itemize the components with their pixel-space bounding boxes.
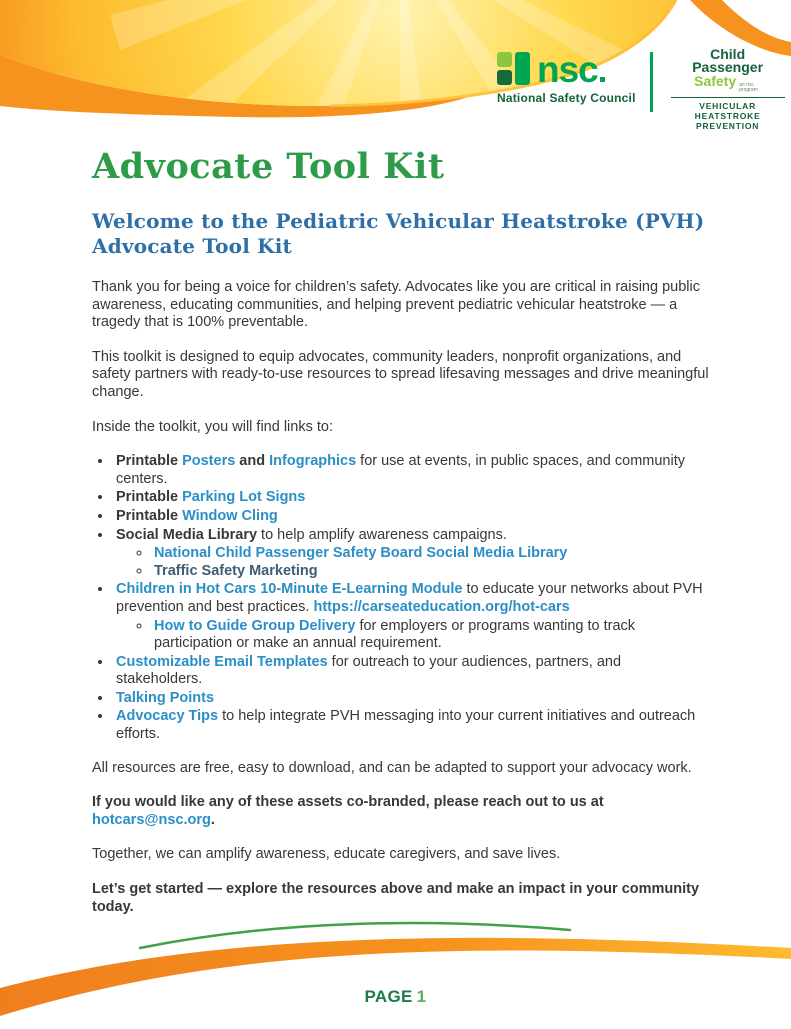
inline-link[interactable]: National Child Passenger Safety Board Social Media Library [154,545,568,562]
nsc-wordmark: nsc [537,55,605,85]
nsc-dot [600,77,605,82]
inline-link[interactable]: Posters [182,453,236,470]
child-passenger-safety-logo [669,48,787,131]
intro-paragraph-2: This toolkit is designed to equip advocates, community leaders, nonprofit organizations, and safety partners with ready-to-use resources to spread lifesaving messages and drive meaningful change. [92,348,709,400]
intro-paragraph-3: Inside the toolkit, you will find links to: [92,418,333,435]
cps-program-text: an nsc program [739,82,758,93]
text-segment: Social Media Library [116,526,258,543]
text-segment: and [235,453,270,470]
cps-line1: Child [710,46,746,62]
inline-link[interactable]: Customizable Email Templates [116,653,328,670]
footer-wave [0,874,791,1024]
sub-list-item [152,545,710,563]
closing-paragraph-1: All resources are free, easy to download, and can be adapted to support your advocacy work. [92,759,692,776]
text-segment: If you would like any of these assets co-branded, please reach out to us at [92,794,604,811]
cps-divider-rule [671,97,785,98]
sub-list [152,545,710,580]
list-item [113,690,710,708]
intro-paragraph-1: Thank you for being a voice for children’s safety. Advocates like you are critical in raising public awareness, educating communities, and helping prevent pediatric vehicular heatstroke — a tragedy that is 100% preventable. [92,279,700,331]
page-subtitle-line1: Welcome to the Pediatric Vehicular Heatstroke (PVH) [92,209,705,233]
text-segment: for employers or programs wanting to track participation or make an annual requirement. [154,617,636,652]
text-segment: to help amplify awareness campaigns. [257,526,507,543]
page-number-value: 1 [416,987,427,1006]
nsc-plus-icon [497,52,530,85]
logo-divider [650,52,653,112]
inline-link[interactable]: Advocacy Tips [116,708,219,725]
text-segment: Printable [116,507,183,524]
cps-subtitle-line2: PREVENTION [695,121,760,131]
page-subtitle [92,209,710,259]
list-item [113,654,710,689]
text-segment: for outreach to your audiences, partners, and stakeholders. [116,653,622,688]
cps-subtitle-line1: VEHICULAR HEATSTROKE [694,101,761,121]
sub-list [152,618,710,653]
list-item [113,527,710,581]
closing-paragraph-3: Together, we can amplify awareness, educate caregivers, and save lives. [92,846,561,863]
inline-link[interactable]: Infographics [269,453,357,470]
closing-paragraph-4: Let’s get started — explore the resources above and make an impact in your community today. [92,881,700,915]
inline-link[interactable]: hotcars@nsc.org [92,811,211,828]
text-segment: for use at events, in public spaces, and community centers. [116,453,685,487]
list-item [113,708,710,743]
list-item [113,489,710,507]
text-segment: Printable [116,453,183,470]
text-segment: Printable [116,489,183,506]
nsc-tagline: National Safety Council [497,91,636,105]
resource-list [113,453,710,744]
inline-link[interactable]: Parking Lot Signs [182,489,306,506]
list-item [113,581,710,652]
closing-paragraph-2 [92,794,710,829]
list-item [113,453,710,488]
page-number-label: PAGE [364,987,413,1006]
inline-link[interactable]: https://carseateducation.org/hot-cars [313,598,570,615]
page-title: Advocate Tool Kit [92,146,445,187]
inline-link[interactable]: Window Cling [182,507,278,524]
inline-link[interactable]: Children in Hot Cars 10-Minute E-Learning Module [116,581,463,598]
document-body [92,146,710,933]
inline-link[interactable]: How to Guide Group Delivery [154,617,356,634]
sub-list-item [152,618,710,653]
sub-list-item [152,563,710,581]
inline-link[interactable]: Talking Points [116,689,215,706]
list-item [113,508,710,526]
nsc-logo [497,49,636,105]
inline-link[interactable]: Traffic Safety Marketing [154,562,318,579]
header-wave [0,0,791,140]
page-subtitle-line2: Advocate Tool Kit [92,234,292,258]
text-segment: to educate your networks about PVH prevention and best practices. [116,581,703,615]
cps-line2: Passenger [692,59,764,75]
text-segment: to help integrate PVH messaging into your current initiatives and outreach efforts. [116,708,696,743]
text-segment: . [210,811,215,828]
page-number [0,987,791,1007]
logo-group [497,46,787,131]
cps-line3: Safety [694,73,737,89]
